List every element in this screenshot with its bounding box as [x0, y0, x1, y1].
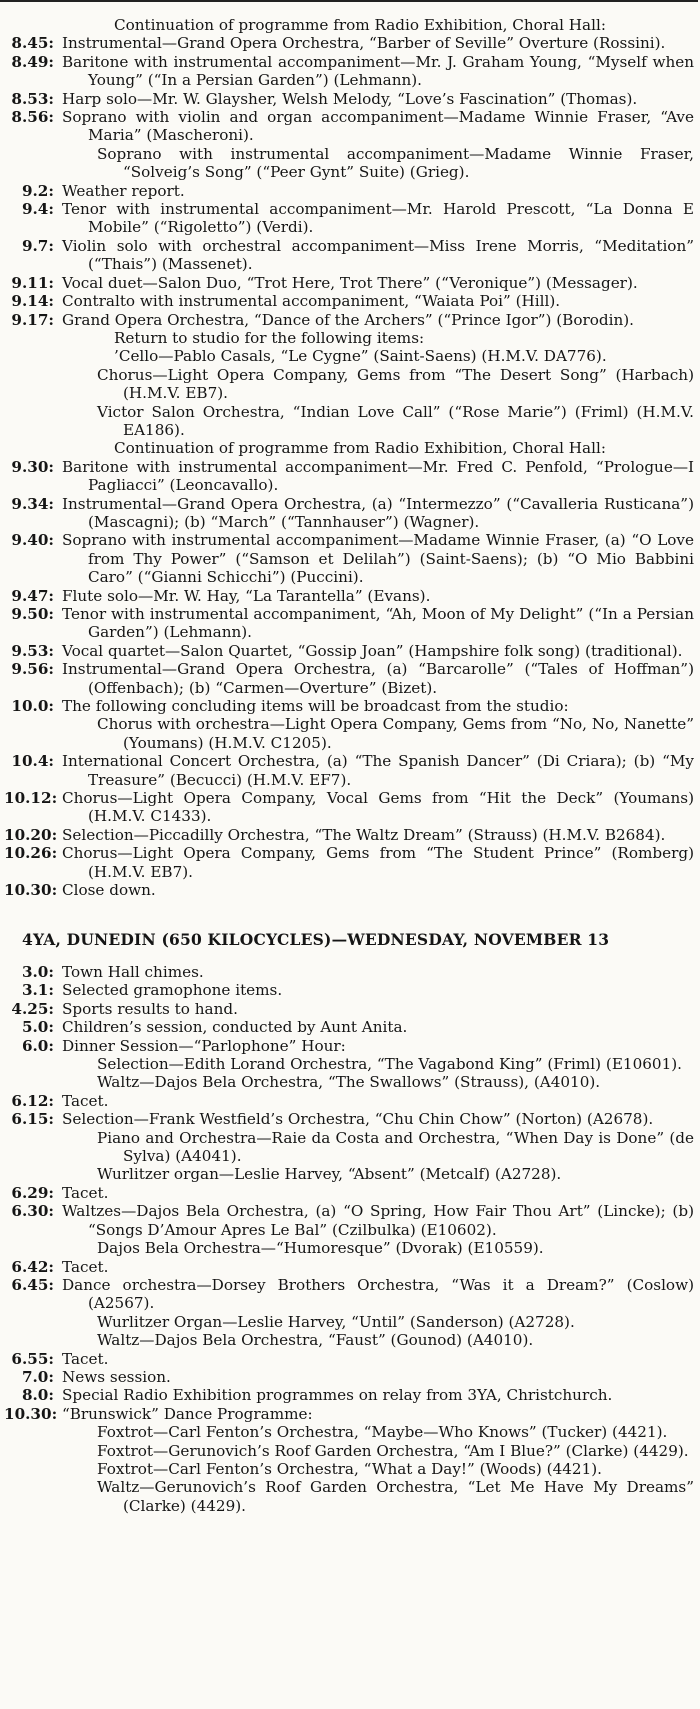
programme-entry	[4, 1165, 694, 1183]
programme-entry	[4, 660, 694, 697]
entry-time: 6.0 :	[4, 1037, 55, 1055]
programme-entry	[4, 981, 694, 999]
entry-text: Chorus—Light Opera Company, Gems from “The Student Prince” (Romberg) (H.M.V. EB7).	[62, 844, 694, 881]
entry-time: 9.7 :	[4, 237, 55, 255]
entry-text: International Concert Orchestra, (a) “The Spanish Dancer” (Di Criara); (b) “My Treasure” (Becucci) (H.M.V. EF7).	[62, 752, 694, 789]
programme-entry	[4, 1037, 694, 1055]
programme-entry	[4, 1386, 694, 1404]
programme-entry	[4, 1276, 694, 1313]
entry-text: Weather report.	[62, 181, 185, 200]
programme-entry	[4, 1368, 694, 1386]
entry-time: 9.11 :	[4, 274, 55, 292]
entry-time: 6.45 :	[4, 1276, 55, 1294]
entry-time: 9.14 :	[4, 292, 55, 310]
top-rule	[0, 0, 698, 2]
programme-entry	[4, 844, 694, 881]
programme-entry	[4, 881, 694, 899]
programme-entry	[4, 1460, 694, 1478]
entry-text: Continuation of programme from Radio Exhibition, Choral Hall:	[114, 439, 606, 458]
entry-text: Grand Opera Orchestra, “Dance of the Archers” (“Prince Igor”) (Borodin).	[62, 310, 634, 329]
entry-text: Foxtrot—Gerunovich’s Roof Garden Orchestra, “Am I Blue?” (Clarke) (4429).	[97, 1441, 689, 1460]
entry-time: 5.0 :	[4, 1018, 55, 1036]
entry-time: 6.30 :	[4, 1202, 55, 1220]
programme-entry	[4, 1092, 694, 1110]
programme-list-4ya	[4, 963, 694, 1515]
programme-entry	[4, 329, 694, 347]
entry-time: 6.42 :	[4, 1258, 55, 1276]
entry-text: Instrumental—Grand Opera Orchestra, “Barber of Seville” Overture (Rossini).	[62, 34, 666, 53]
entry-text: Foxtrot—Carl Fenton’s Orchestra, “Maybe—Who Knows” (Tucker) (4421).	[97, 1423, 668, 1442]
entry-text: Dinner Session—“Parlophone” Hour:	[62, 1036, 346, 1055]
programme-entry	[4, 145, 694, 182]
programme-entry	[4, 1018, 694, 1036]
entry-text: Instrumental—Grand Opera Orchestra, (a) “Intermezzo” (“Cavalleria Rusticana”) (Mascagni); (b) “March” (“Tannhauser”) (Wagner).	[62, 494, 694, 531]
entry-text: Instrumental—Grand Opera Orchestra, (a) “Barcarolle” (“Tales of Hoffman”) (Offenbach); (b) “Carmen—Overture” (Bizet).	[62, 660, 694, 697]
programme-entry	[4, 531, 694, 586]
programme-entry	[4, 1442, 694, 1460]
programme-entry	[4, 34, 694, 52]
entry-text: Dance orchestra—Dorsey Brothers Orchestra, “Was it a Dream?” (Coslow) (A2567).	[62, 1275, 694, 1313]
programme-entry	[4, 237, 694, 274]
entry-time: 6.55 :	[4, 1350, 55, 1368]
entry-text: Wurlitzer organ—Leslie Harvey, “Absent” (Metcalf) (A2728).	[97, 1165, 562, 1184]
entry-time: 10.26 :	[4, 844, 55, 862]
programme-entry	[4, 403, 694, 440]
programme-entry	[4, 347, 694, 365]
entry-time: 8.53 :	[4, 90, 55, 108]
entry-time: 10.30 :	[4, 1405, 55, 1423]
programme-entry	[4, 789, 694, 826]
entry-text: Selected gramophone items.	[62, 981, 283, 1000]
entry-text: Tacet.	[62, 1091, 109, 1110]
entry-time: 4.25 :	[4, 1000, 55, 1018]
entry-text: ’Cello—Pablo Casals, “Le Cygne” (Saint-Saens) (H.M.V. DA776).	[114, 347, 607, 366]
entry-time: 9.30 :	[4, 458, 55, 476]
entry-text: Baritone with instrumental accompaniment—Mr. J. Graham Young, “Myself when Young” (“In a Persian Garden”) (Lehmann).	[62, 52, 694, 90]
entry-text: Close down.	[62, 881, 156, 900]
entry-time: 9.47 :	[4, 587, 55, 605]
entry-text: Return to studio for the following items:	[114, 328, 425, 347]
entry-time: 3.0 :	[4, 963, 55, 981]
programme-entry	[4, 715, 694, 752]
programme-section-4ya	[4, 900, 694, 1515]
entry-time: 8.56 :	[4, 108, 55, 126]
programme-entry	[4, 16, 694, 34]
entry-text: Soprano with instrumental accompaniment—Madame Winnie Fraser, (a) “O Love from Thy Power” (“Samson et Delilah”) (Saint-Saens); (b) “O Mio Babbini Caro” (“Gianni Schicchi”) (Puccini).	[62, 531, 694, 587]
programme-entry	[4, 200, 694, 237]
entry-text: Waltz—Dajos Bela Orchestra, “The Swallows” (Strauss), (A4010).	[97, 1073, 601, 1092]
entry-time: 9.50 :	[4, 605, 55, 623]
programme-entry	[4, 587, 694, 605]
entry-text: Flute solo—Mr. W. Hay, “La Tarantella” (Evans).	[62, 586, 431, 605]
entry-text: Dajos Bela Orchestra—“Humoresque” (Dvorak) (E10559).	[97, 1239, 544, 1258]
programme-entry	[4, 311, 694, 329]
entry-text: “Brunswick” Dance Programme:	[62, 1404, 313, 1423]
programme-section-3ya	[4, 16, 694, 900]
programme-entry	[4, 1350, 694, 1368]
entry-text: Sports results to hand.	[62, 999, 238, 1018]
entry-text: Contralto with instrumental accompaniment, “Waiata Poi” (Hill).	[62, 292, 561, 311]
programme-entry	[4, 439, 694, 457]
programme-entry	[4, 1313, 694, 1331]
entry-text: Waltz—Dajos Bela Orchestra, “Faust” (Gounod) (A4010).	[97, 1331, 534, 1350]
entry-text: Waltz—Gerunovich’s Roof Garden Orchestra, “Let Me Have My Dreams” (Clarke) (4429).	[97, 1478, 694, 1515]
programme-entry	[4, 366, 694, 403]
programme-entry	[4, 963, 694, 981]
programme-entry	[4, 752, 694, 789]
entry-text: Piano and Orchestra—Raie da Costa and Orchestra, “When Day is Done” (de Sylva) (A4041).	[97, 1128, 694, 1166]
programme-entry	[4, 108, 694, 145]
entry-time: 8.0 :	[4, 1386, 55, 1404]
entry-text: Chorus—Light Opera Company, Gems from “The Desert Song” (Harbach) (H.M.V. EB7).	[97, 365, 694, 403]
entry-time: 8.49 :	[4, 53, 55, 71]
entry-time: 9.56 :	[4, 660, 55, 678]
entry-time: 9.40 :	[4, 531, 55, 549]
programme-entry	[4, 1258, 694, 1276]
programme-entry	[4, 1478, 694, 1515]
entry-text: Baritone with instrumental accompaniment—Mr. Fred C. Penfold, “Prologue—I Pagliacci” (Leoncavallo).	[62, 457, 694, 495]
programme-entry	[4, 1202, 694, 1239]
entry-time: 3.1 :	[4, 981, 55, 999]
entry-text: Children’s session, conducted by Aunt Anita.	[62, 1018, 408, 1037]
entry-text: Continuation of programme from Radio Exhibition, Choral Hall:	[114, 16, 606, 34]
entry-text: Vocal quartet—Salon Quartet, “Gossip Joan” (Hampshire folk song) (traditional).	[62, 641, 683, 660]
programme-entry	[4, 274, 694, 292]
entry-time: 10.20 :	[4, 826, 55, 844]
programme-entry	[4, 90, 694, 108]
entry-time: 9.2 :	[4, 182, 55, 200]
entry-text: Violin solo with orchestral accompaniment—Miss Irene Morris, “Meditation” (“Thais”) (Massenet).	[62, 236, 694, 274]
entry-time: 10.0 :	[4, 697, 55, 715]
entry-text: Tacet.	[62, 1257, 109, 1276]
entry-text: Wurlitzer Organ—Leslie Harvey, “Until” (Sanderson) (A2728).	[97, 1312, 575, 1331]
entry-text: The following concluding items will be broadcast from the studio:	[62, 697, 569, 716]
entry-text: Selection—Frank Westfield’s Orchestra, “Chu Chin Chow” (Norton) (A2678).	[62, 1110, 654, 1129]
programme-entry	[4, 53, 694, 90]
entry-text: Soprano with violin and organ accompaniment—Madame Winnie Fraser, “Ave Maria” (Mascheroni).	[62, 108, 694, 145]
entry-text: Tenor with instrumental accompaniment, “Ah, Moon of My Delight” (“In a Persian Garden”) (Lehmann).	[62, 605, 694, 642]
entry-text: Tacet.	[62, 1183, 109, 1202]
programme-entry	[4, 1331, 694, 1349]
programme-entry	[4, 1239, 694, 1257]
entry-time: 6.15 :	[4, 1110, 55, 1128]
entry-text: News session.	[62, 1367, 171, 1386]
entry-text: Harp solo—Mr. W. Glaysher, Welsh Melody, “Love’s Fascination” (Thomas).	[62, 89, 638, 108]
entry-text: Selection—Edith Lorand Orchestra, “The Vagabond King” (Friml) (E10601).	[97, 1055, 682, 1074]
entry-text: Tenor with instrumental accompaniment—Mr. Harold Prescott, “La Donna E Mobile” (“Rigoletto”) (Verdi).	[62, 200, 694, 237]
programme-entry	[4, 1110, 694, 1128]
programme-entry	[4, 605, 694, 642]
entry-text: Vocal duet—Salon Duo, “Trot Here, Trot There” (“Veronique”) (Messager).	[62, 273, 638, 292]
entry-time: 9.17 :	[4, 311, 55, 329]
station-heading: 4YA, DUNEDIN (650 KILOCYCLES)—WEDNESDAY, NOVEMBER 13	[22, 930, 610, 949]
programme-entry	[4, 458, 694, 495]
entry-text: Selection—Piccadilly Orchestra, “The Waltz Dream” (Strauss) (H.M.V. B2684).	[62, 825, 666, 844]
programme-entry	[4, 642, 694, 660]
entry-time: 9.53 :	[4, 642, 55, 660]
entry-text: Victor Salon Orchestra, “Indian Love Call” (“Rose Marie”) (Friml) (H.M.V. EA186).	[97, 402, 694, 439]
programme-entry	[4, 826, 694, 844]
programme-entry	[4, 1073, 694, 1091]
programme-entry	[4, 1055, 694, 1073]
programme-entry	[4, 1184, 694, 1202]
entry-time: 10.4 :	[4, 752, 55, 770]
entry-text: Tacet.	[62, 1349, 109, 1368]
programme-entry	[4, 495, 694, 532]
entry-time: 10.12 :	[4, 789, 55, 807]
programme-entry	[4, 1000, 694, 1018]
programme-entry	[4, 697, 694, 715]
entry-text: Chorus—Light Opera Company, Vocal Gems from “Hit the Deck” (Youmans) (H.M.V. C1433).	[62, 789, 694, 826]
entry-time: 7.0 :	[4, 1368, 55, 1386]
programme-entry	[4, 292, 694, 310]
programme-entry	[4, 1405, 694, 1423]
entry-text: Chorus with orchestra—Light Opera Company, Gems from “No, No, Nanette” (Youmans) (H.M.V. C1205).	[97, 715, 694, 752]
programme-entry	[4, 1423, 694, 1441]
entry-time: 6.12 :	[4, 1092, 55, 1110]
entry-time: 6.29 :	[4, 1184, 55, 1202]
entry-time: 8.45 :	[4, 34, 55, 52]
entry-time: 10.30 :	[4, 881, 55, 899]
entry-time: 9.34 :	[4, 495, 55, 513]
entry-time: 9.4 :	[4, 200, 55, 218]
entry-text: Soprano with instrumental accompaniment—Madame Winnie Fraser, “Solveig’s Song” (“Peer Gynt” Suite) (Grieg).	[97, 144, 694, 182]
entry-text: Town Hall chimes.	[62, 963, 204, 981]
entry-text: Waltzes—Dajos Bela Orchestra, (a) “O Spring, How Fair Thou Art” (Lincke); (b) “Songs D’Amour Apres Le Bal” (Czilbulka) (E10602).	[62, 1202, 694, 1239]
entry-text: Special Radio Exhibition programmes on relay from 3YA, Christchurch.	[62, 1386, 613, 1405]
programme-entry	[4, 182, 694, 200]
programme-entry	[4, 1129, 694, 1166]
entry-text: Foxtrot—Carl Fenton’s Orchestra, “What a Day!” (Woods) (4421).	[97, 1459, 602, 1478]
